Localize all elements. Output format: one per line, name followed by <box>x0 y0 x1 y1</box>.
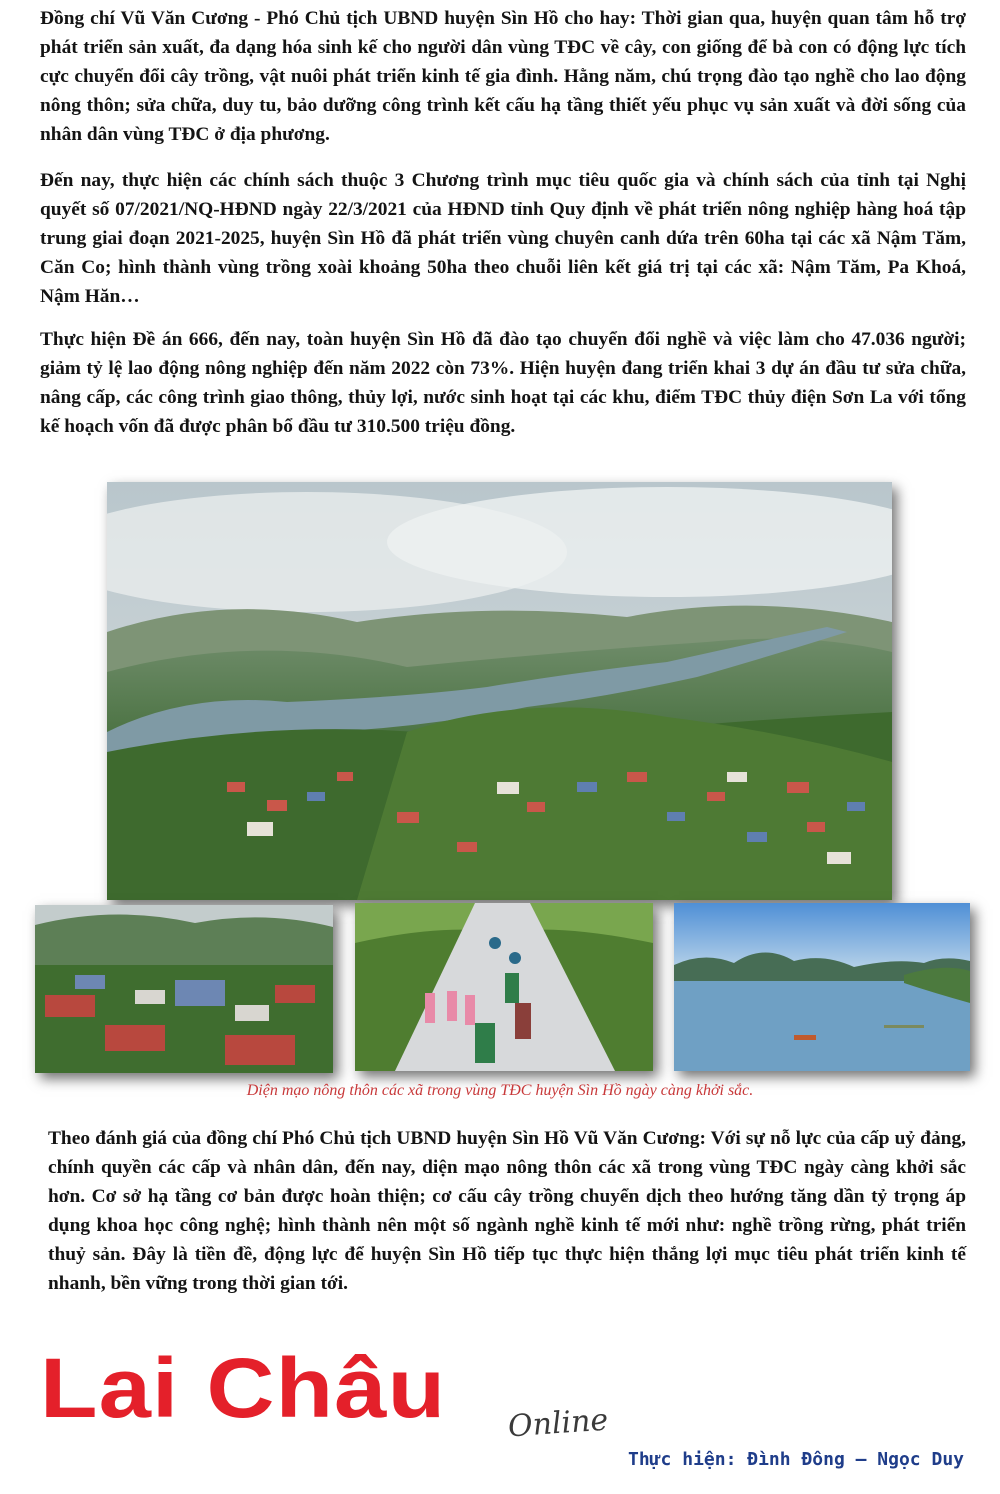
village-rooftops-photo <box>35 905 333 1073</box>
logo-main-text: Lai Châu <box>40 1341 447 1435</box>
article-paragraph-4: Theo đánh giá của đồng chí Phó Chủ tịch UBND huyện Sìn Hồ Vũ Văn Cương: Với sự nỗ lực của cấp uỷ đảng, chính quyền các cấp và nhân dân, đến nay, diện mạo nông thôn các xã trong vùng TĐC ngày càng khởi sắc hơn. Cơ sở hạ tầng cơ bản được hoàn thiện; cơ cấu cây trồng chuyển dịch theo hướng tăng dần tỷ trọng áp dụng khoa học công nghệ; hình thành nên một số ngành nghề kinh tế mới như: nghề trồng rừng, phát triển thuỷ sản. Đây là tiền đề, động lực để huyện Sìn Hồ tiếp tục thực hiện thắng lợi mục tiêu phát triển kinh tế nhanh, bền vững trong thời gian tới. <box>48 1128 966 1294</box>
article-paragraph-1: Đồng chí Vũ Văn Cương - Phó Chủ tịch UBND huyện Sìn Hồ cho hay: Thời gian qua, huyện quan tâm hỗ trợ phát triển sản xuất, đa dạng hóa sinh kế cho người dân vùng TĐC về cây, con giống để bà con có động lực tích cực chuyển đổi cây trồng, vật nuôi phát triển kinh tế gia đình. Hằng năm, chú trọng đào tạo nghề cho lao động nông thôn; sửa chữa, duy tu, bảo dưỡng công trình kết cấu hạ tầng thiết yếu phục vụ sản xuất và đời sống của nhân dân vùng TĐC ở địa phương. <box>40 8 966 145</box>
article-paragraph-2: Đến nay, thực hiện các chính sách thuộc 3 Chương trình mục tiêu quốc gia và chính sách của tỉnh tại Nghị quyết số 07/2021/NQ-HĐND ngày 22/3/2021 của HĐND tỉnh Quy định về phát triển nông nghiệp hàng hoá tập trung giai đoạn 2021-2025, huyện Sìn Hồ đã phát triển vùng chuyên canh dứa trên 60ha tại các xã Nậm Tăm, Căn Co; hình thành vùng trồng xoài khoảng 50ha theo chuỗi liên kết giá trị tại các xã: Nậm Tăm, Pa Khoá, Nậm Hăn… <box>40 170 966 307</box>
author-credit: Thực hiện: Đình Đông – Ngọc Duy <box>628 1449 964 1470</box>
lai-chau-online-logo <box>40 1341 610 1446</box>
lake-mountains-photo <box>674 903 970 1071</box>
aerial-valley-photo <box>107 482 892 900</box>
article-paragraph-3: Thực hiện Đề án 666, đến nay, toàn huyện Sìn Hồ đã đào tạo chuyển đổi nghề và việc làm cho 47.036 người; giảm tỷ lệ lao động nông nghiệp đến năm 2022 còn 73%. Hiện huyện đang triển khai 3 dự án đầu tư sửa chữa, nâng cấp, các công trình giao thông, thủy lợi, nước sinh hoạt tại các khu, điểm TĐC thủy điện Sơn La với tổng kế hoạch vốn đã được phân bổ đầu tư 310.500 triệu đồng. <box>40 329 966 437</box>
photo-caption: Diện mạo nông thôn các xã trong vùng TĐC huyện Sìn Hồ ngày càng khởi sắc. <box>246 1082 754 1099</box>
students-road-photo <box>355 903 653 1071</box>
logo-online-text: Online <box>506 1402 610 1445</box>
